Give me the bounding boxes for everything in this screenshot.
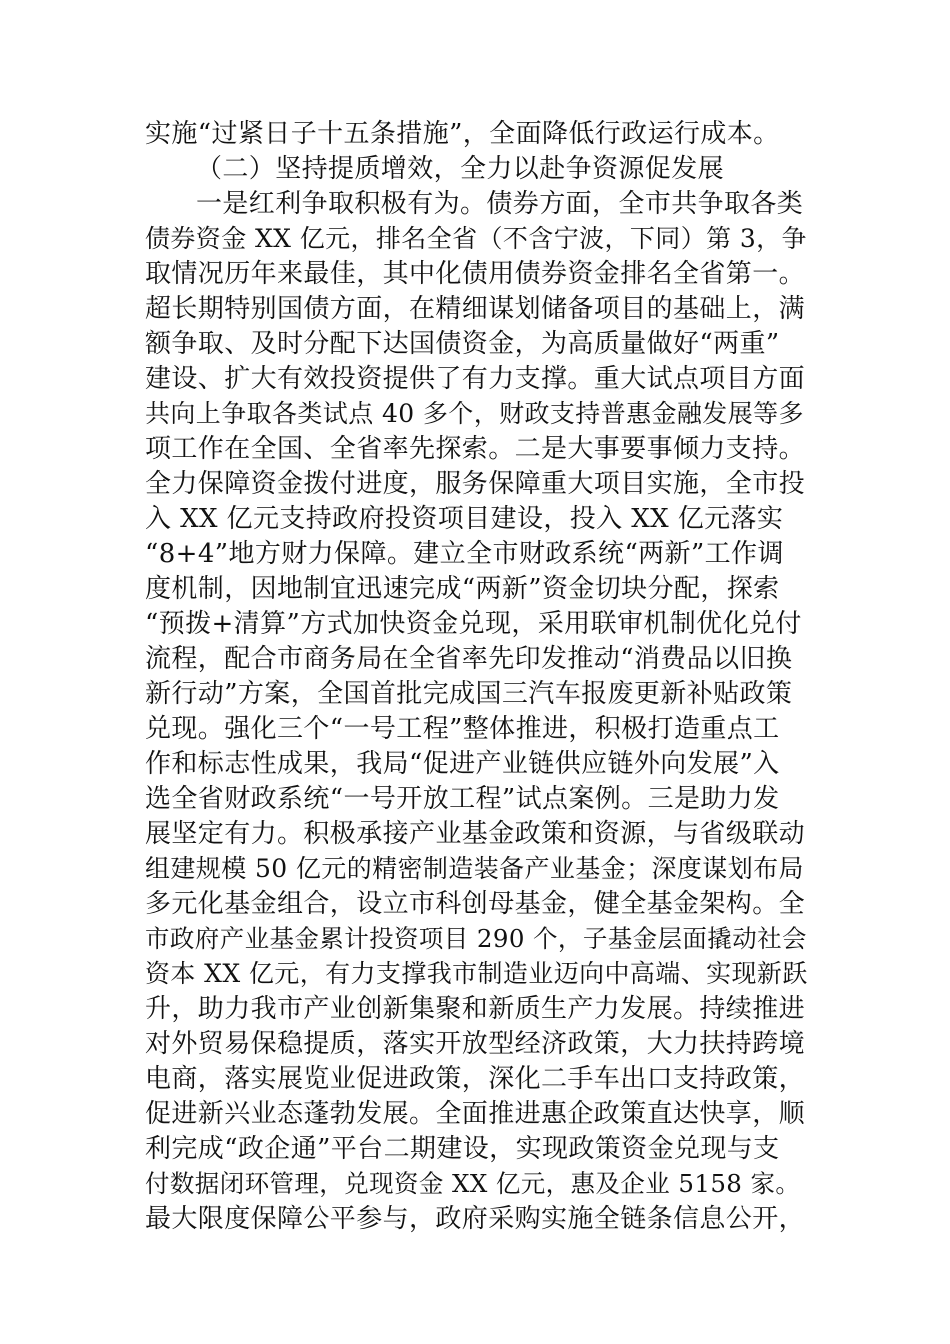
text-line: 多元化基金组合，设立市科创母基金，健全基金架构。全 xyxy=(145,889,806,919)
text-line: 展坚定有力。积极承接产业基金政策和资源，与省级联动 xyxy=(145,819,806,849)
text-line: 新行动”方案，全国首批完成国三汽车报废更新补贴政策 xyxy=(145,679,793,709)
text-line: 对外贸易保稳提质，落实开放型经济政策，大力扶持跨境 xyxy=(145,1029,806,1059)
text-line: 利完成“政企通”平台二期建设，实现政策资金兑现与支 xyxy=(145,1134,780,1164)
text-line: 超长期特别国债方面，在精细谋划储备项目的基础上，满 xyxy=(145,294,806,324)
text-line: 促进新兴业态蓬勃发展。全面推进惠企政策直达快享，顺 xyxy=(145,1099,806,1129)
text-line: 流程，配合市商务局在全省率先印发推动“消费品以旧换 xyxy=(145,644,793,674)
text-line: 兑现。强化三个“一号工程”整体推进，积极打造重点工 xyxy=(145,714,780,744)
text-line: 付数据闭环管理，兑现资金 XX 亿元，惠及企业 5158 家。 xyxy=(145,1169,801,1198)
text-line: 作和标志性成果，我局“促进产业链供应链外向发展”入 xyxy=(145,749,780,779)
text-line: “预拨+清算”方式加快资金兑现，采用联审机制优化兑付 xyxy=(145,609,802,639)
text-line: 建设、扩大有效投资提供了有力支撑。重大试点项目方面 xyxy=(145,364,806,394)
text-line: 项工作在全国、全省率先探索。二是大事要事倾力支持。 xyxy=(145,434,806,464)
text-line: 入 XX 亿元支持政府投资项目建设，投入 XX 亿元落实 xyxy=(145,504,784,534)
text-line: 选全省财政系统“一号开放工程”试点案例。三是助力发 xyxy=(145,784,780,814)
text-line: 债券资金 XX 亿元，排名全省（不含宁波，下同）第 3，争 xyxy=(145,224,807,253)
text-line: 组建规模 50 亿元的精密制造装备产业基金；深度谋划布局 xyxy=(145,854,804,883)
text-line: 额争取、及时分配下达国债资金，为高质量做好“两重” xyxy=(145,329,780,359)
text-line: 市政府产业基金累计投资项目 290 个，子基金层面撬动社会 xyxy=(145,924,807,953)
text-line: 升，助力我市产业创新集聚和新质生产力发展。持续推进 xyxy=(145,994,806,1024)
text-line: 电商，落实展览业促进政策，深化二手车出口支持政策， xyxy=(145,1064,806,1094)
text-line: 共向上争取各类试点 40 多个，财政支持普惠金融发展等多 xyxy=(145,399,804,428)
paragraph-first-line: 一是红利争取积极有为。债券方面，全市共争取各类 xyxy=(196,189,804,219)
text-line: 全力保障资金拨付进度，服务保障重大项目实施，全市投 xyxy=(145,469,806,499)
text-line: 最大限度保障公平参与，政府采购实施全链条信息公开， xyxy=(145,1204,806,1234)
section-heading: （二）坚持提质增效，全力以赴争资源促发展 xyxy=(196,154,725,184)
text-line: 实施“过紧日子十五条措施”，全面降低行政运行成本。 xyxy=(145,119,780,149)
text-line: 度机制，因地制宜迅速完成“两新”资金切块分配，探索 xyxy=(145,574,780,604)
text-line: 资本 XX 亿元，有力支撑我市制造业迈向中高端、实现新跃 xyxy=(145,959,808,988)
text-line: “8+4”地方财力保障。建立全市财政系统“两新”工作调 xyxy=(145,539,784,569)
text-line: 取情况历年来最佳，其中化债用债券资金排名全省第一。 xyxy=(145,259,806,289)
